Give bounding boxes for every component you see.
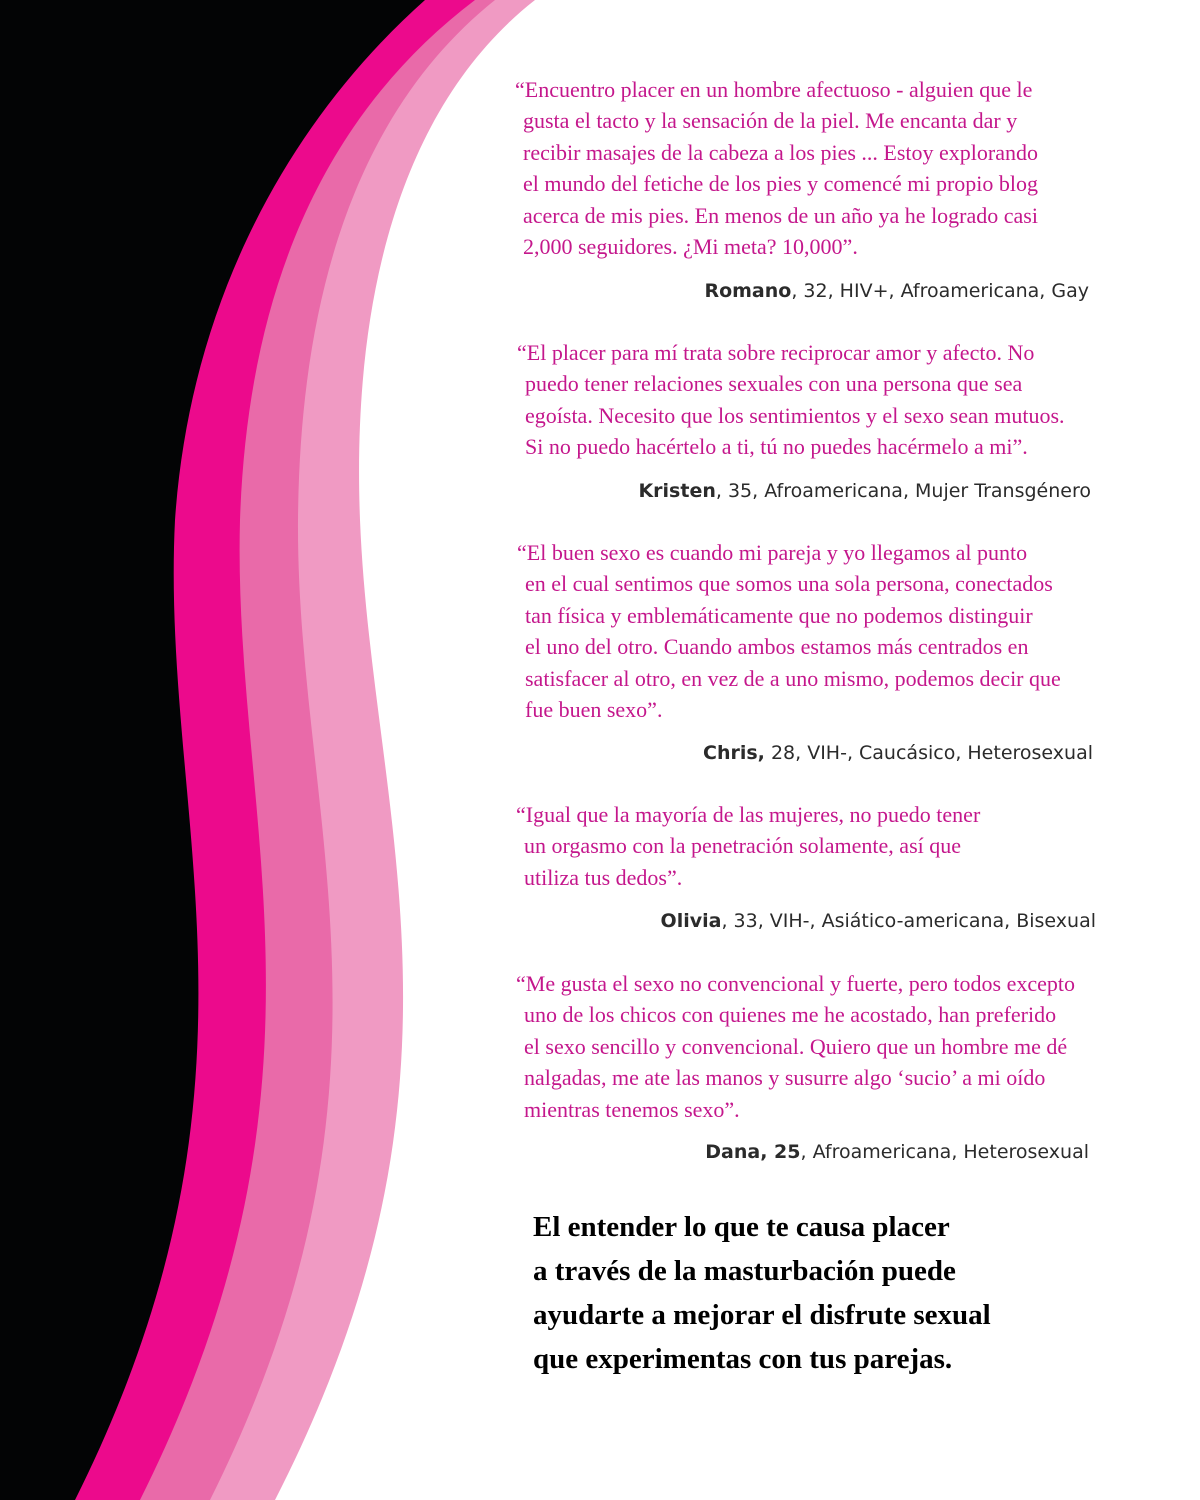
attribution-details: , 33, VIH-, Asiático-americana, Bisexual — [721, 910, 1096, 932]
quote-line: el mundo del fetiche de los pies y comencé mi propio blog — [523, 171, 1039, 197]
testimonial-quote-chris — [517, 537, 1061, 725]
closing-line: ayudarte a mejorar el disfrute sexual — [533, 1299, 991, 1331]
quote-line: “El placer para mí trata sobre reciprocar amor y afecto. No — [517, 340, 1035, 365]
attribution-kristen — [638, 480, 1091, 502]
quote-line: puedo tener relaciones sexuales con una persona que sea — [525, 371, 1023, 397]
attribution-name: Romano — [704, 280, 792, 302]
quote-line: “Me gusta el sexo no convencional y fuerte, pero todos excepto — [516, 971, 1075, 996]
attribution-age: , 25 — [760, 1141, 801, 1163]
attribution-name: Dana — [705, 1141, 761, 1163]
quote-line: en el cual sentimos que somos una sola persona, conectados — [525, 571, 1053, 597]
attribution-details: , Afroamericana, Heterosexual — [800, 1141, 1089, 1163]
testimonial-quote-kristen — [517, 337, 1065, 463]
closing-line: a través de la masturbación puede — [533, 1255, 956, 1287]
quote-line: egoísta. Necesito que los sentimientos y el sexo sean mutuos. — [525, 402, 1065, 428]
quote-line: 2,000 seguidores. ¿Mi meta? 10,000”. — [523, 234, 858, 260]
quote-line: mientras tenemos sexo”. — [524, 1096, 740, 1122]
testimonial-quote-dana — [516, 968, 1075, 1125]
attribution-details: 28, VIH-, Caucásico, Heterosexual — [764, 742, 1093, 764]
attribution-olivia — [661, 910, 1096, 932]
attribution-name: Kristen — [638, 480, 716, 502]
attribution-details: , 32, HIV+, Afroamericana, Gay — [791, 280, 1089, 302]
testimonial-quote-romano — [515, 74, 1038, 262]
quote-line: fue buen sexo”. — [525, 697, 663, 723]
quote-line: el sexo sencillo y convencional. Quiero que un hombre me dé — [524, 1033, 1068, 1059]
quote-line: recibir masajes de la cabeza a los pies ... Estoy explorando — [523, 139, 1038, 165]
quote-line: gusta el tacto y la sensación de la piel. Me encanta dar y — [523, 108, 1018, 134]
quote-line: utiliza tus dedos”. — [524, 864, 683, 890]
closing-statement — [533, 1205, 991, 1381]
attribution-dana — [705, 1141, 1089, 1163]
closing-line: que experimentas con tus parejas. — [533, 1343, 953, 1375]
quote-line: uno de los chicos con quienes me he acostado, han preferido — [524, 1002, 1057, 1028]
attribution-chris — [703, 742, 1093, 764]
testimonial-quote-olivia — [516, 799, 980, 893]
quote-line: satisfacer al otro, en vez de a uno mismo, podemos decir que — [525, 665, 1061, 691]
quote-line: “Encuentro placer en un hombre afectuoso - alguien que le — [515, 77, 1033, 102]
quote-line: el uno del otro. Cuando ambos estamos más centrados en — [525, 634, 1029, 660]
quote-line: “El buen sexo es cuando mi pareja y yo llegamos al punto — [517, 540, 1028, 565]
quote-line: acerca de mis pies. En menos de un año ya he logrado casi — [523, 202, 1038, 228]
attribution-name: Chris, — [703, 742, 765, 764]
quote-line: tan física y emblemáticamente que no podemos distinguir — [525, 602, 1033, 628]
quote-line: nalgadas, me ate las manos y susurre algo ‘sucio’ a mi oído — [524, 1065, 1046, 1091]
attribution-details: , 35, Afroamericana, Mujer Transgénero — [715, 480, 1091, 502]
closing-line: El entender lo que te causa placer — [533, 1211, 950, 1243]
quote-line: “Igual que la mayoría de las mujeres, no puedo tener — [516, 802, 981, 827]
attribution-name: Olivia — [660, 910, 722, 932]
quote-line: Si no puedo hacértelo a ti, tú no puedes hacérmelo a mi”. — [525, 434, 1028, 460]
attribution-romano — [704, 280, 1089, 302]
quote-line: un orgasmo con la penetración solamente, así que — [524, 833, 962, 859]
